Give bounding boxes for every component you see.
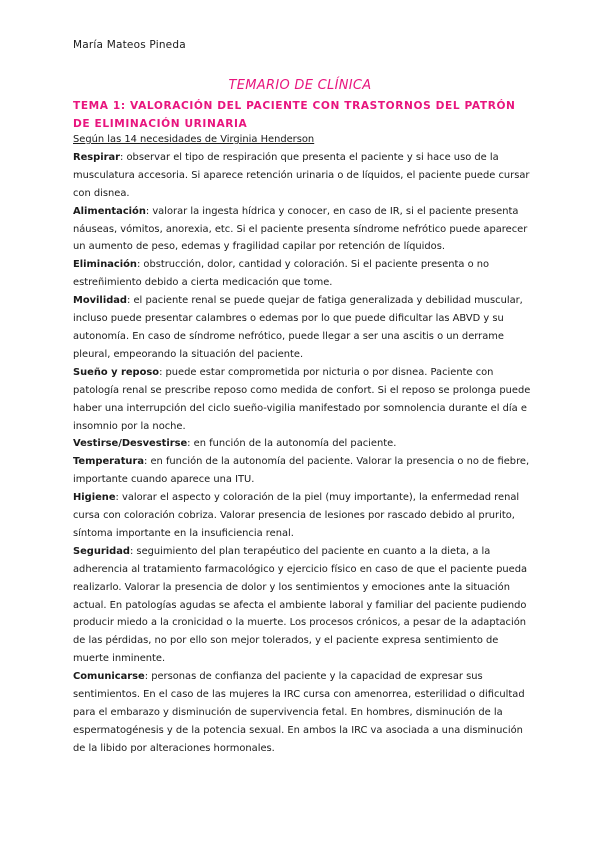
need-paragraph	[73, 668, 531, 758]
section-heading: TEMA 1: VALORACIÓN DEL PACIENTE CON TRASTORNOS DEL PATRÓN DE ELIMINACIÓN URINARIA	[73, 100, 516, 130]
need-paragraph	[73, 543, 531, 668]
need-text: : observar el tipo de respiración que presenta el paciente y si hace uso de la musculatura accesoria. Si aparece retención urinaria o de líquidos, el paciente puede cursar con disnea.	[73, 151, 530, 199]
need-paragraph	[73, 203, 531, 257]
need-term: Temperatura	[73, 456, 144, 468]
need-text: : puede estar comprometida por nicturia o por disnea. Paciente con patología renal se prescribe reposo como medida de confort. Si el reposo se prolonga puede haber una interrupción del ciclo sueño-vigilia manifestado por somnolencia durante el día e insomnio por la noche.	[73, 366, 531, 432]
need-paragraph	[73, 364, 531, 436]
need-text: : personas de confianza del paciente y la capacidad de expresar sus sentimientos. En el caso de las mujeres la IRC cursa con amenorrea, esterilidad o dificultad para el embarazo y disminución de supervivencia fetal. En hombres, disminución de la espermatogénesis y de la potencia sexual. En ambos la IRC va asociada a una disminución de la libido por alteraciones hormonales.	[73, 671, 525, 754]
need-term: Movilidad	[73, 295, 128, 307]
need-term: Alimentación	[73, 205, 146, 217]
need-text: : en función de la autonomía del paciente. Valorar la presencia o no de fiebre, importante cuando aparece una ITU.	[73, 456, 530, 486]
need-text: : en función de la autonomía del paciente.	[187, 438, 397, 450]
need-term: Eliminación	[73, 259, 137, 271]
document-body	[73, 131, 531, 758]
need-term: Comunicarse	[73, 671, 145, 683]
need-term: Vestirse/Desvestirse	[73, 438, 188, 450]
need-paragraph	[73, 149, 531, 203]
need-term: Sueño y reposo	[73, 366, 160, 378]
need-term: Seguridad	[73, 545, 130, 557]
need-paragraph	[73, 489, 531, 543]
need-paragraph	[73, 453, 531, 489]
need-text: : seguimiento del plan terapéutico del paciente en cuanto a la dieta, a la adherencia al tratamiento farmacológico y ejercicio físico en caso de que el paciente pueda realizarlo. Valorar la presencia de dolor y los sentimientos y emociones ante la situación actual. En patologías agudas se afecta el ambiente laboral y familiar del paciente pudiendo producir miedo a la cronicidad o la muerte. Los procesos crónicos, a pesar de la adaptación de las pérdidas, no por ello son mejor tolerados, y el paciente expresa sentimiento de muerte inminente.	[73, 545, 528, 665]
need-text: : obstrucción, dolor, cantidad y coloración. Si el paciente presenta o no estreñimiento debido a cierta medicación que tome.	[73, 259, 490, 289]
need-text: : valorar el aspecto y coloración de la piel (muy importante), la enfermedad renal cursa con coloración cobriza. Valorar presencia de lesiones por rascado debido al prurito, síntoma importante en la insuficiencia renal.	[73, 492, 520, 539]
need-paragraph	[73, 256, 531, 292]
need-paragraph	[73, 435, 531, 453]
document-title: TEMARIO DE CLÍNICA	[228, 78, 372, 93]
intro-line: Según las 14 necesidades de Virginia Henderson	[73, 134, 315, 145]
need-text: : valorar la ingesta hídrica y conocer, en caso de IR, si el paciente presenta náuseas, vómitos, anorexia, etc. Si el paciente presenta síndrome nefrótico puede aparecer un aumento de peso, edemas y fragilidad capilar por retención de líquidos.	[73, 205, 528, 253]
need-term: Higiene	[73, 492, 116, 504]
need-paragraph	[73, 292, 531, 364]
need-term: Respirar	[73, 151, 121, 163]
need-text: : el paciente renal se puede quejar de fatiga generalizada y debilidad muscular, incluso puede presentar calambres o edemas por lo que puede dificultar las ABVD y su autonomía. En caso de síndrome nefrótico, puede llegar a ser una ascitis o un derrame pleural, empeorando la situación del paciente.	[73, 295, 523, 360]
author-name: María Mateos Pineda	[73, 39, 186, 51]
